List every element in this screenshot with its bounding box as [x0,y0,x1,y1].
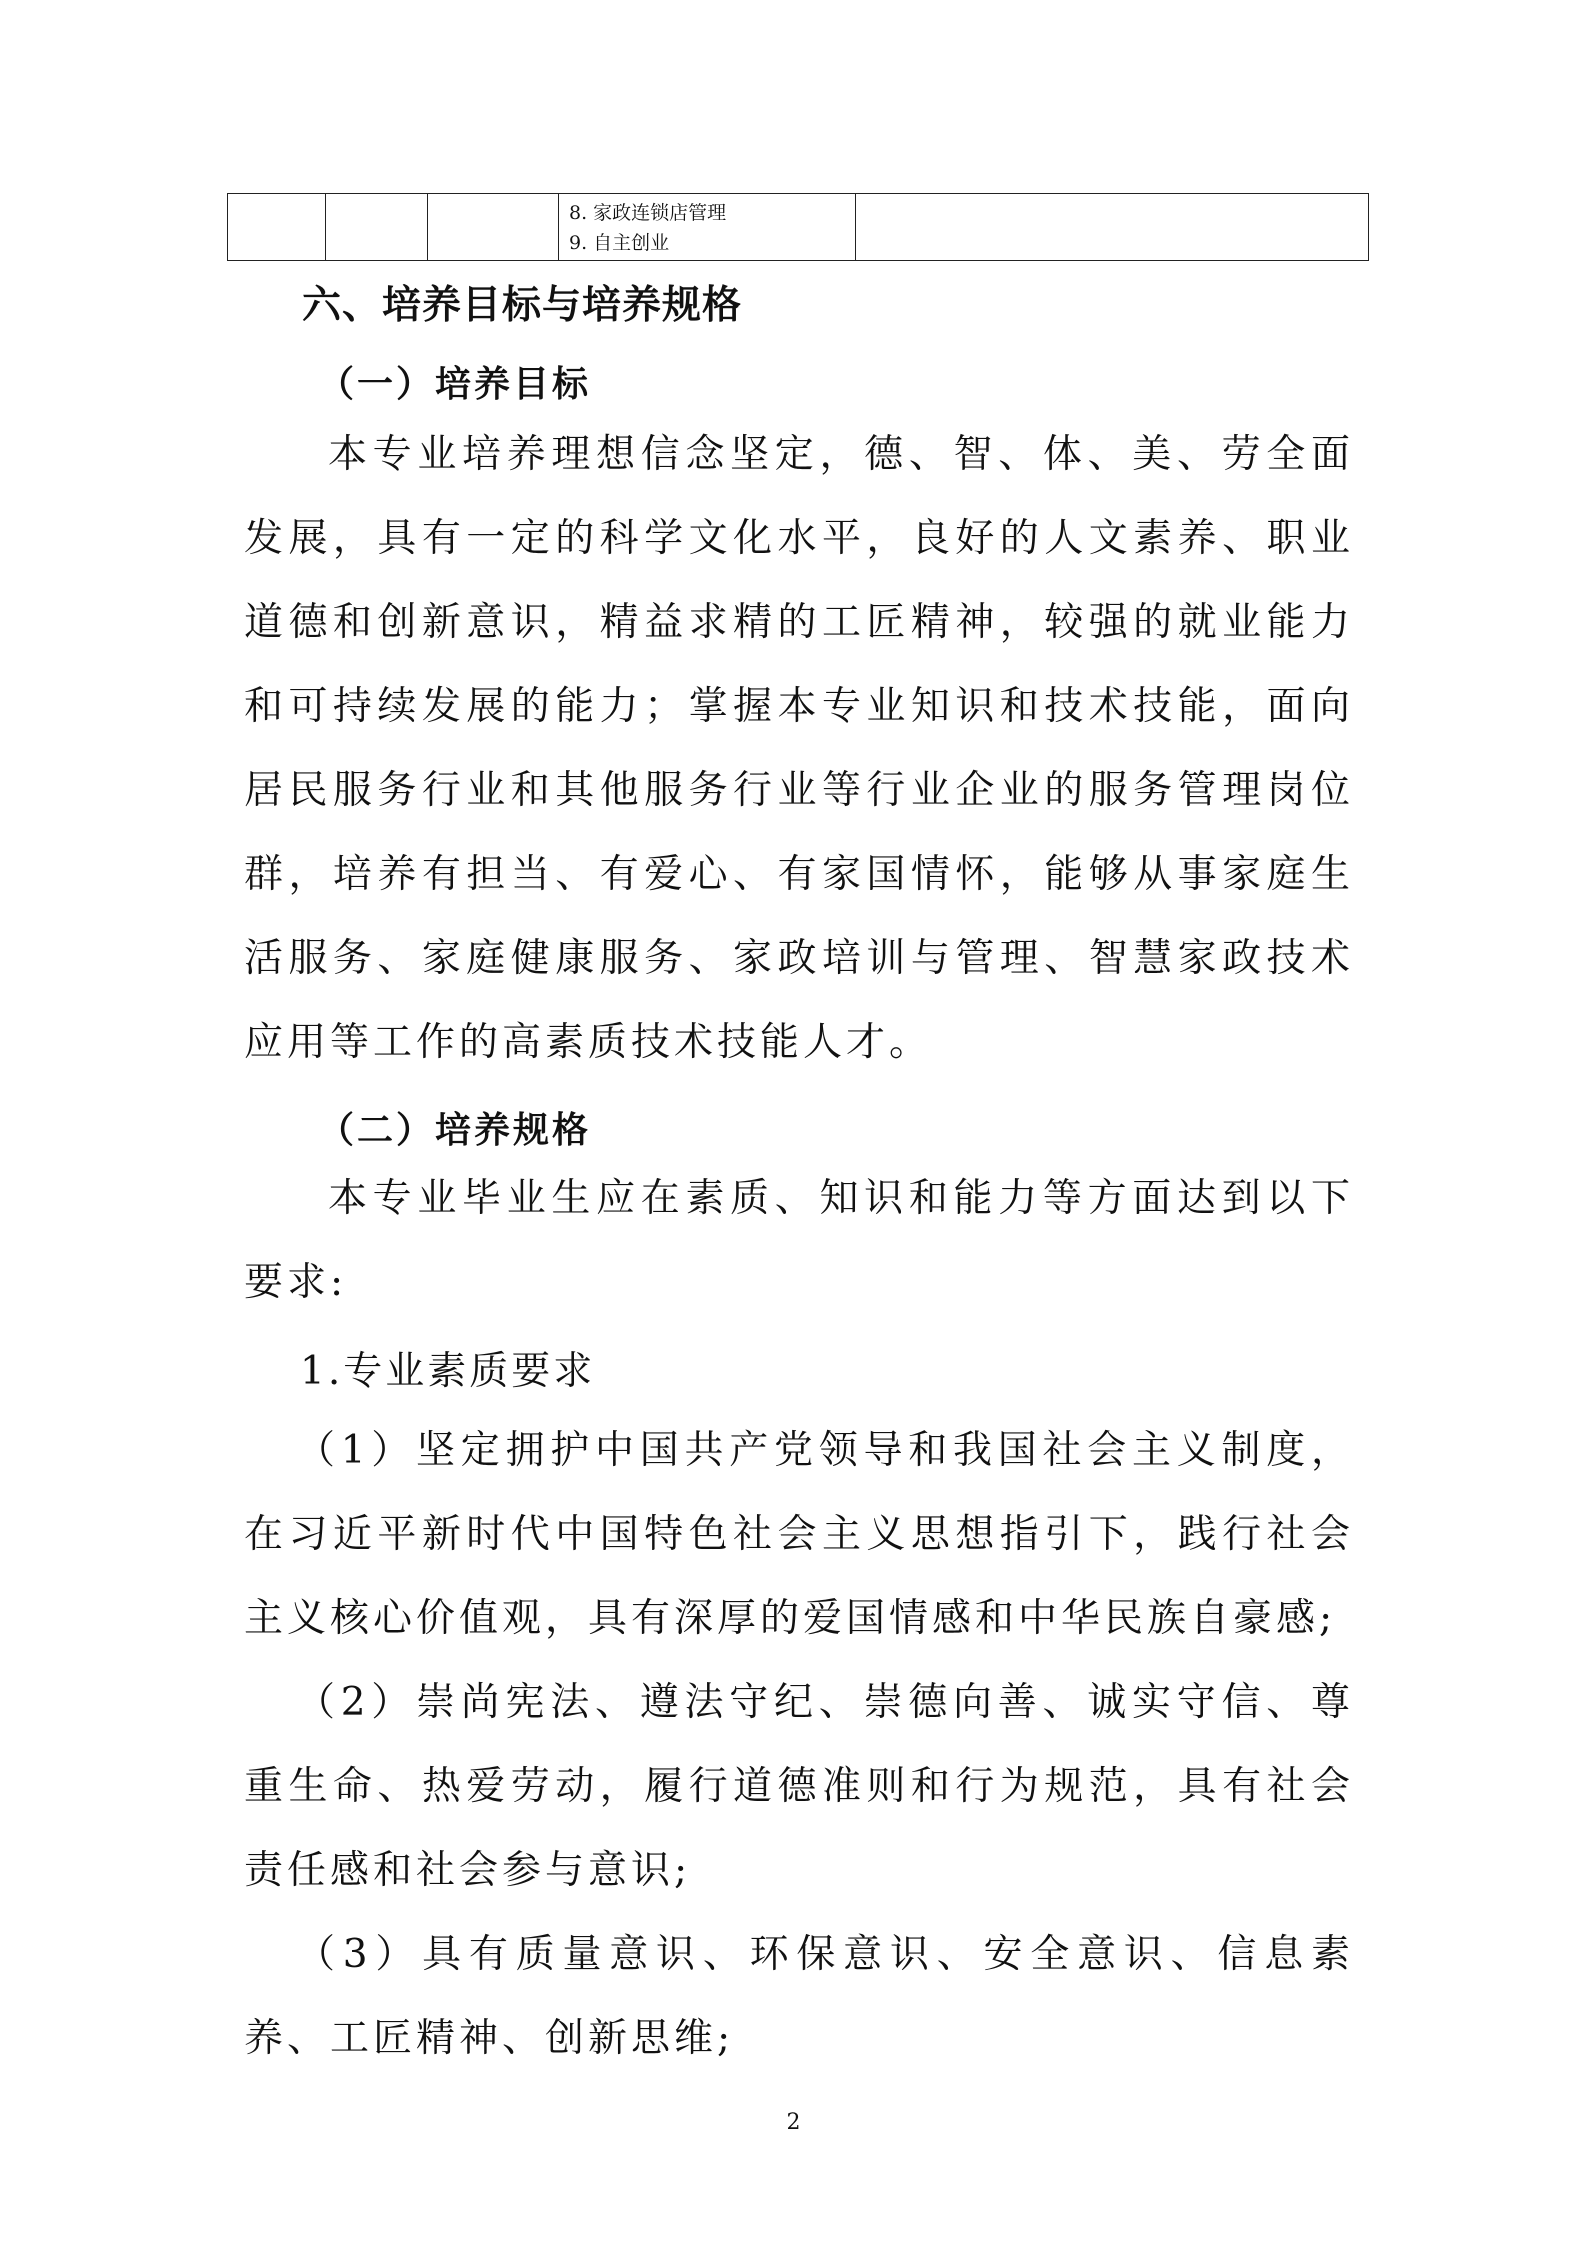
career-item: 9. 自主创业 [569,232,670,254]
program-table-fragment [227,193,1369,261]
career-item: 8. 家政连锁店管理 [569,202,727,224]
table-cell-empty [228,194,326,261]
spec-item-3: （3）具有质量意识、环保意识、安全意识、信息素养、工匠精神、创新思维; [244,1932,1354,2061]
spec-intro: 本专业毕业生应在素质、知识和能力等方面达到以下要求: [244,1176,1354,1305]
quality-subheading: 1.专业素质要求 [300,1349,596,1394]
spec-item-1: （1）坚定拥护中国共产党领导和我国社会主义制度，在习近平新时代中国特色社会主义思想指引下，践行社会主义核心价值观，具有深厚的爱国情感和中华民族自豪感; [244,1428,1354,1641]
goal-heading: （一）培养目标 [318,364,592,405]
table-cell-empty [856,194,1369,261]
table-cell-empty [428,194,559,261]
page-number: 2 [786,2110,801,2135]
section-title: 六、培养目标与培养规格 [302,283,743,328]
table-cell-empty [326,194,428,261]
goal-paragraph: 本专业培养理想信念坚定，德、智、体、美、劳全面发展，具有一定的科学文化水平，良好的人文素养、职业道德和创新意识，精益求精的工匠精神，较强的就业能力和可持续发展的能力；掌握本专业知识和技术技能，面向居民服务行业和其他服务行业等行业企业的服务管理岗位群，培养有担当、有爱心、有家国情怀，能够从事家庭生活服务、家庭健康服务、家政培训与管理、智慧家政技术应用等工作的高素质技术技能人才。 [244,432,1354,1065]
spec-item-2: （2）崇尚宪法、遵法守纪、崇德向善、诚实守信、尊重生命、热爱劳动，履行道德准则和行为规范，具有社会责任感和社会参与意识; [244,1680,1354,1893]
spec-heading: （二）培养规格 [318,1110,592,1151]
table-cell-career-list [559,194,856,261]
